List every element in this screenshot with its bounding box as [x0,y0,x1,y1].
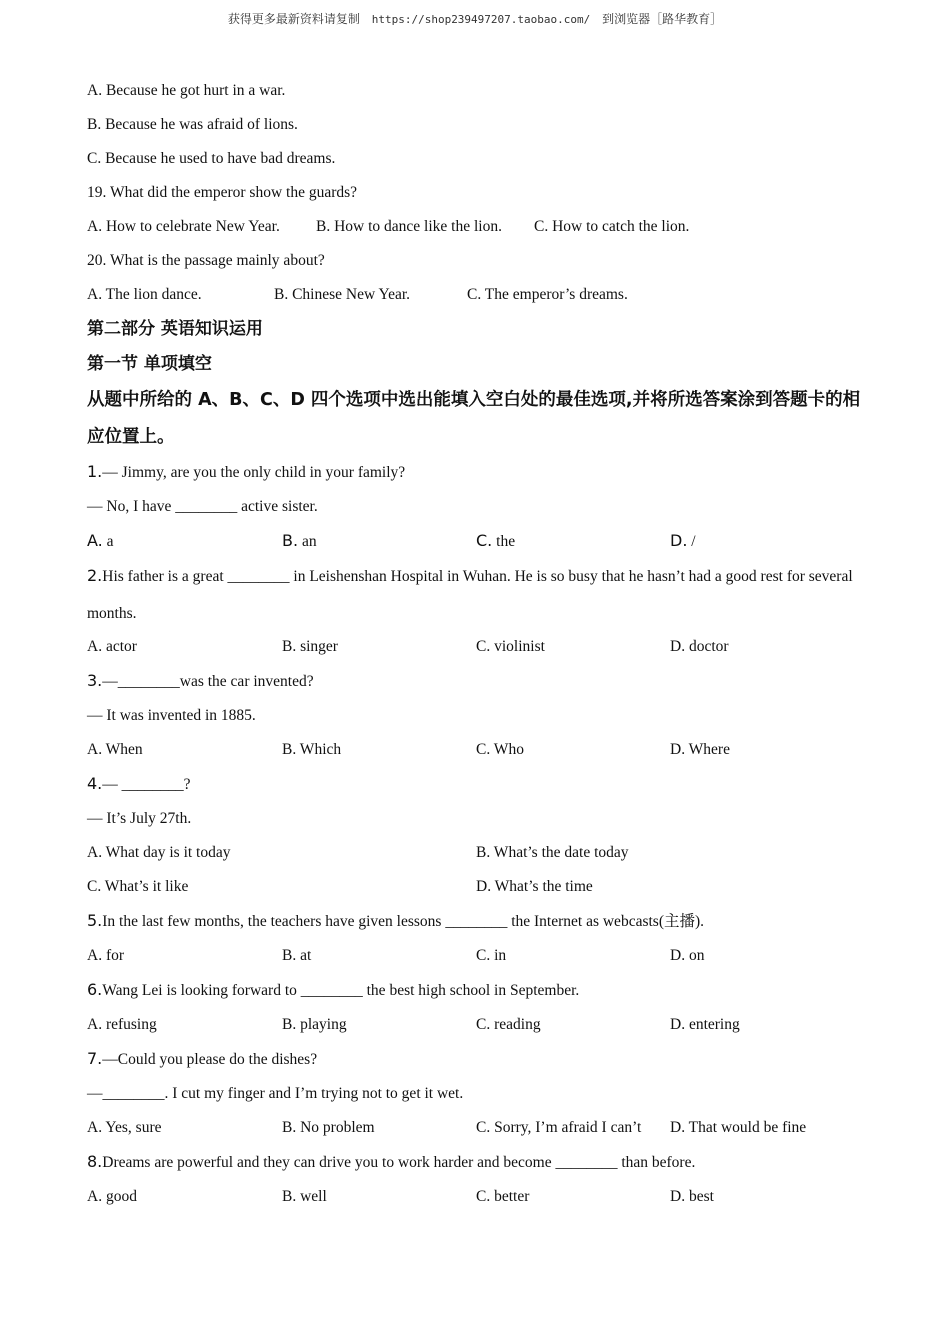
q3-prompt: —________was the car invented? [102,673,314,690]
q5-option-b: B. at [282,947,312,964]
q4-option-c: C. What’s it like [87,878,189,895]
q7-option-c: C. Sorry, I’m afraid I can’t [476,1119,642,1136]
q1-option-d-text: / [691,533,696,550]
q20-stem: 20. What is the passage mainly about? [87,252,325,269]
q20-option-a: A. The lion dance. [87,286,202,303]
q2-option-c: C. violinist [476,638,545,655]
q18-option-c: C. Because he used to have bad dreams. [87,150,336,167]
q1-option-c-text: the [496,533,516,550]
q6-option-c: C. reading [476,1016,541,1033]
q1-line-1 [87,462,405,483]
q1-option-a-text: a [106,533,114,550]
q1-option-c-letter: C. [476,531,493,550]
q5-number: 5. [87,911,103,930]
q4-option-b: B. What’s the date today [476,844,629,861]
q19-option-a: A. How to celebrate New Year. [87,218,280,235]
q5-text: In the last few months, the teachers have given lessons ________ the Internet as webcasts(主播). [102,913,705,930]
q3-option-b: B. Which [282,741,342,758]
q5-stem [87,911,704,932]
q8-option-b: B. well [282,1188,327,1205]
q6-option-a: A. refusing [87,1016,157,1033]
q4-line-1 [87,774,191,795]
q3-line-1 [87,671,314,692]
q1-number: 1. [87,462,103,481]
q8-number: 8. [87,1152,103,1171]
q19-stem: 19. What did the emperor show the guards? [87,184,358,201]
section1-title: 第一节 单项填空 [87,354,212,374]
q1-prompt: — Jimmy, are you the only child in your family? [102,464,406,481]
q3-line-2: — It was invented in 1885. [87,707,256,724]
section1-instruction: 从题中所给的 A、B、C、D 四个选项中选出能填入空白处的最佳选项,并将所选答案涂到答题卡的相应位置上。 [87,390,861,447]
q2-stem [87,557,867,632]
q8-text: Dreams are powerful and they can drive you to work harder and become ________ than before. [102,1154,696,1171]
q5-option-c: C. in [476,947,507,964]
q7-line-1 [87,1049,317,1070]
q2-option-a: A. actor [87,638,137,655]
q4-prompt: — ________? [102,776,191,793]
q8-option-c: C. better [476,1188,530,1205]
part2-title: 第二部分 英语知识运用 [87,319,263,339]
q4-option-d: D. What’s the time [476,878,593,895]
q20-option-c: C. The emperor’s dreams. [467,286,628,303]
q19-option-c: C. How to catch the lion. [534,218,690,235]
q6-option-d: D. entering [670,1016,740,1033]
q8-option-d: D. best [670,1188,714,1205]
q7-prompt: —Could you please do the dishes? [102,1051,318,1068]
q5-option-d: D. on [670,947,705,964]
q2-text: His father is a great ________ in Leishenshan Hospital in Wuhan. He is so busy that he hasn’t had a good rest for several months. [87,568,853,622]
header-promo-text: 获得更多最新资料请复制 [227,12,360,26]
q6-option-b: B. playing [282,1016,347,1033]
q18-option-b: B. Because he was afraid of lions. [87,116,298,133]
q4-option-a: A. What day is it today [87,844,231,861]
q2-option-d: D. doctor [670,638,729,655]
q8-option-a: A. good [87,1188,137,1205]
q1-line-2: — No, I have ________ active sister. [87,498,318,515]
q7-number: 7. [87,1049,103,1068]
q1-option-b-letter: B. [282,531,299,550]
q6-text: Wang Lei is looking forward to ________ the best high school in September. [102,982,580,999]
q5-option-a: A. for [87,947,125,964]
q2-number: 2. [87,566,103,585]
q1-option-d [670,531,696,552]
q1-option-b-text: an [301,533,317,550]
q2-option-b: B. singer [282,638,338,655]
q8-stem [87,1152,695,1173]
q7-option-b: B. No problem [282,1119,375,1136]
q3-option-a: A. When [87,741,143,758]
q1-option-c [476,531,515,552]
q7-line-2: —________. I cut my finger and I’m trying not to get it wet. [87,1085,464,1102]
q3-number: 3. [87,671,103,690]
q6-number: 6. [87,980,103,999]
q1-option-a [87,531,114,552]
q7-option-d: D. That would be fine [670,1119,807,1136]
q6-stem [87,980,579,1001]
q1-option-d-letter: D. [670,531,688,550]
q19-option-b: B. How to dance like the lion. [316,218,502,235]
q3-option-d: D. Where [670,741,730,758]
q3-option-c: C. Who [476,741,524,758]
q7-option-a: A. Yes, sure [87,1119,162,1136]
q1-option-a-letter: A. [87,531,103,550]
header-shop-url[interactable]: https://shop239497207.taobao.com/ [371,13,591,26]
header-brand-text: 到浏览器［路华教育］ [602,12,723,26]
page-header [0,10,950,27]
q4-line-2: — It’s July 27th. [87,810,192,827]
q1-option-b [282,531,317,552]
q20-option-b: B. Chinese New Year. [274,286,411,303]
q18-option-a: A. Because he got hurt in a war. [87,82,286,99]
q4-number: 4. [87,774,103,793]
